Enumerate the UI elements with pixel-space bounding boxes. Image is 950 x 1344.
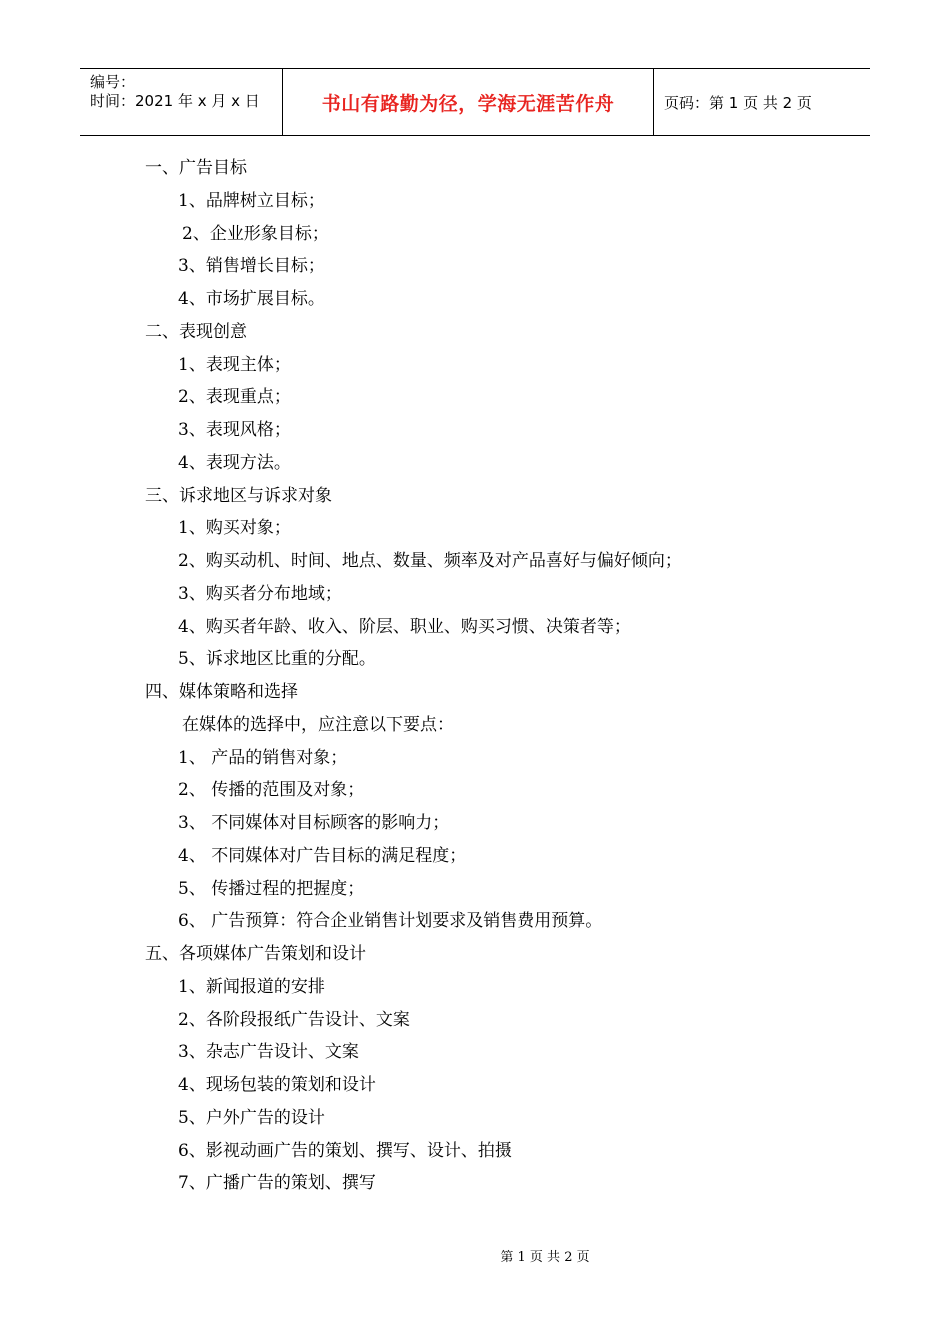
list-item: 1、品牌树立目标； [178, 190, 325, 211]
list-item: 2、各阶段报纸广告设计、文案 [178, 1009, 410, 1030]
list-item: 1、新闻报道的安排 [178, 976, 325, 997]
header-info-cell [80, 69, 282, 135]
list-item: 7、广播广告的策划、撰写 [178, 1173, 376, 1194]
page-footer: 第 1 页 共 2 页 [500, 1250, 590, 1265]
motto-text: 书山有路勤为径，学海无涯苦作舟 [321, 92, 615, 115]
list-item: 2、表现重点； [178, 387, 291, 408]
list-item: 4、表现方法。 [178, 452, 291, 473]
section-intro: 在媒体的选择中，应注意以下要点： [182, 714, 454, 735]
section-title: 二、表现创意 [145, 321, 247, 342]
list-item: 6、影视动画广告的策划、撰写、设计、拍摄 [178, 1140, 512, 1161]
list-item: 1、表现主体； [178, 354, 291, 375]
time-label: 时间：2021 年 x 月 x 日 [90, 92, 260, 110]
list-item: 5、户外广告的设计 [178, 1107, 325, 1128]
header-table [80, 68, 870, 136]
list-item: 3、 不同媒体对目标顾客的影响力； [178, 813, 450, 833]
list-item: 4、 不同媒体对广告目标的满足程度； [178, 845, 467, 866]
header-page-cell [654, 69, 870, 135]
header-motto-cell [282, 69, 654, 135]
section-title: 三、诉求地区与诉求对象 [145, 485, 332, 506]
number-label: 编号： [90, 73, 136, 91]
list-item: 3、购买者分布地域； [178, 583, 342, 604]
list-item: 3、杂志广告设计、文案 [178, 1042, 359, 1063]
section-title: 四、媒体策略和选择 [145, 682, 298, 702]
list-item: 3、表现风格； [178, 420, 291, 440]
list-item: 5、诉求地区比重的分配。 [178, 649, 376, 670]
list-item: 4、现场包装的策划和设计 [178, 1075, 376, 1095]
section-title: 五、各项媒体广告策划和设计 [145, 944, 366, 964]
document-body [0, 152, 950, 1200]
list-item: 2、 传播的范围及对象； [178, 780, 365, 801]
list-item: 4、市场扩展目标。 [178, 289, 325, 309]
list-item: 1、 产品的销售对象； [178, 747, 348, 768]
list-item: 2、购买动机、时间、地点、数量、频率及对产品喜好与偏好倾向； [178, 551, 682, 571]
list-item: 4、购买者年龄、收入、阶层、职业、购买习惯、决策者等； [178, 616, 631, 637]
section-title: 一、广告目标 [145, 158, 247, 178]
list-item: 2、企业形象目标； [182, 223, 329, 244]
list-item: 3、销售增长目标； [178, 256, 325, 277]
page-code: 页码：第 1 页 共 2 页 [664, 93, 812, 112]
list-item: 6、 广告预算：符合企业销售计划要求及销售费用预算。 [178, 911, 603, 932]
list-item: 1、购买对象； [178, 518, 291, 539]
list-item: 5、 传播过程的把握度； [178, 878, 365, 899]
